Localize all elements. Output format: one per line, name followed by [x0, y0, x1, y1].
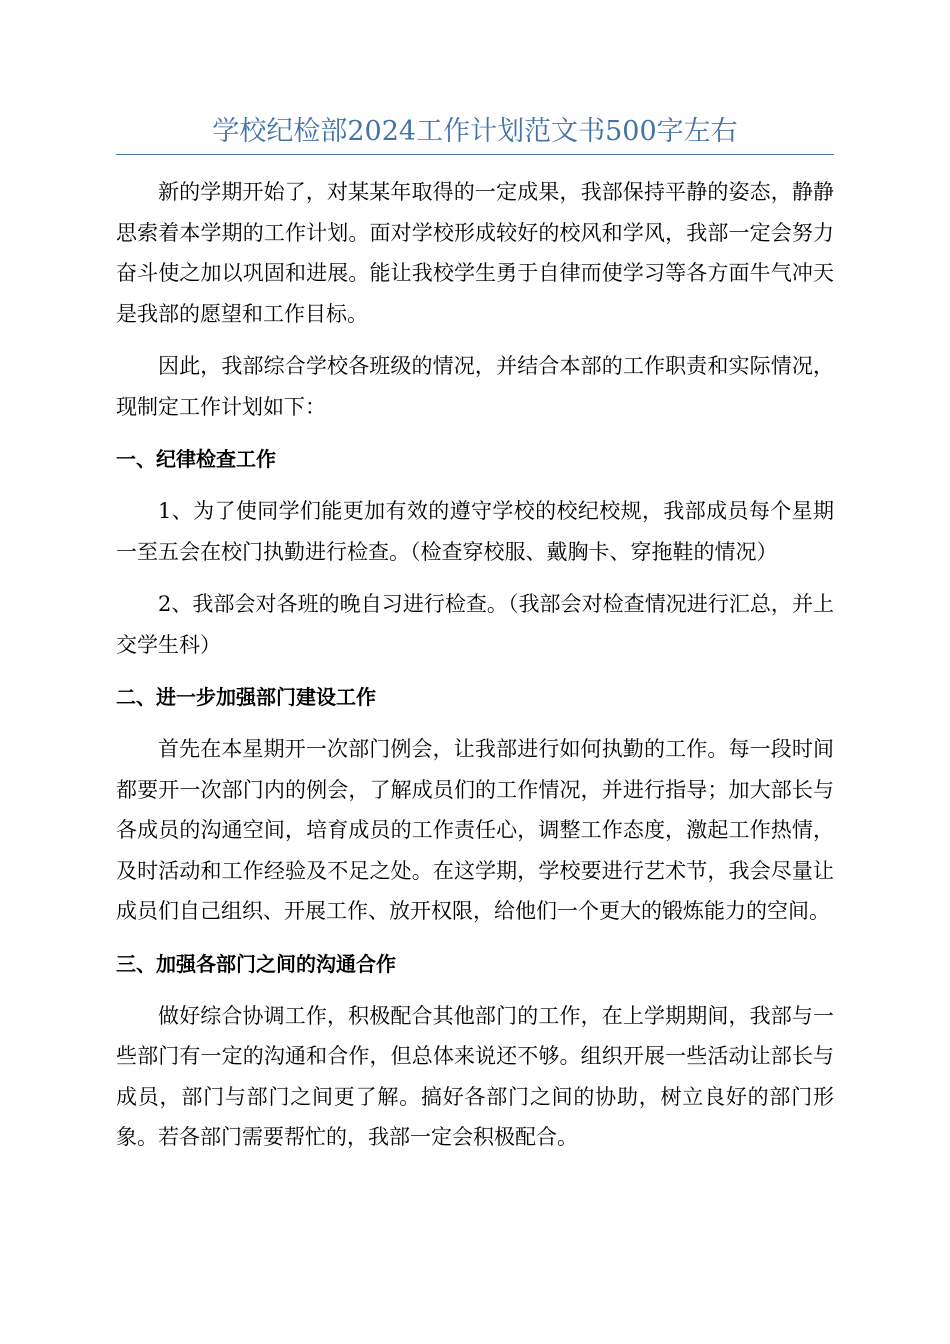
- intro-paragraph-2: 因此，我部综合学校各班级的情况，并结合本部的工作职责和实际情况，现制定工作计划如下：: [116, 354, 834, 419]
- section-1-paragraph-2: 2、我部会对各班的晚自习进行检查。（我部会对检查情况进行汇总，并上交学生科）: [116, 592, 834, 657]
- title-underline: [116, 154, 834, 155]
- intro-paragraph-1: 新的学期开始了，对某某年取得的一定成果，我部保持平静的姿态，静静思索着本学期的工作计划。面对学校形成较好的校风和学风，我部一定会努力奋斗使之加以巩固和进展。能让我校学生勇于自律而使学习等各方面牛气冲天是我部的愿望和工作目标。: [116, 180, 834, 326]
- section-heading-department-building: 二、进一步加强部门建设工作: [116, 685, 376, 709]
- section-heading-discipline: 一、纪律检查工作: [116, 447, 276, 471]
- document-body: [116, 172, 834, 1158]
- document-title: 学校纪检部2024工作计划范文书500字左右: [212, 116, 738, 147]
- section-heading-cooperation: 三、加强各部门之间的沟通合作: [116, 951, 396, 976]
- section-2-paragraph-1: 首先在本星期开一次部门例会，让我部进行如何执勤的工作。每一段时间都要开一次部门内的例会，了解成员们的工作情况，并进行指导；加大部长与各成员的沟通空间，培育成员的工作责任心，调整工作态度，激起工作热情，及时活动和工作经验及不足之处。在这学期，学校要进行艺术节，我会尽量让成员们自己组织、开展工作、放开权限，给他们一个更大的锻炼能力的空间。: [116, 737, 834, 923]
- section-3-paragraph-1: 做好综合协调工作，积极配合其他部门的工作，在上学期期间，我部与一些部门有一定的沟通和合作，但总体来说还不够。组织开展一些活动让部长与成员，部门与部门之间更了解。搞好各部门之间的协助，树立良好的部门形象。若各部门需要帮忙的，我部一定会积极配合。: [116, 1003, 834, 1149]
- section-1-paragraph-1: 1、为了使同学们能更加有效的遵守学校的校纪校规，我部成员每个星期一至五会在校门执勤进行检查。（检查穿校服、戴胸卡、穿拖鞋的情况）: [116, 499, 834, 564]
